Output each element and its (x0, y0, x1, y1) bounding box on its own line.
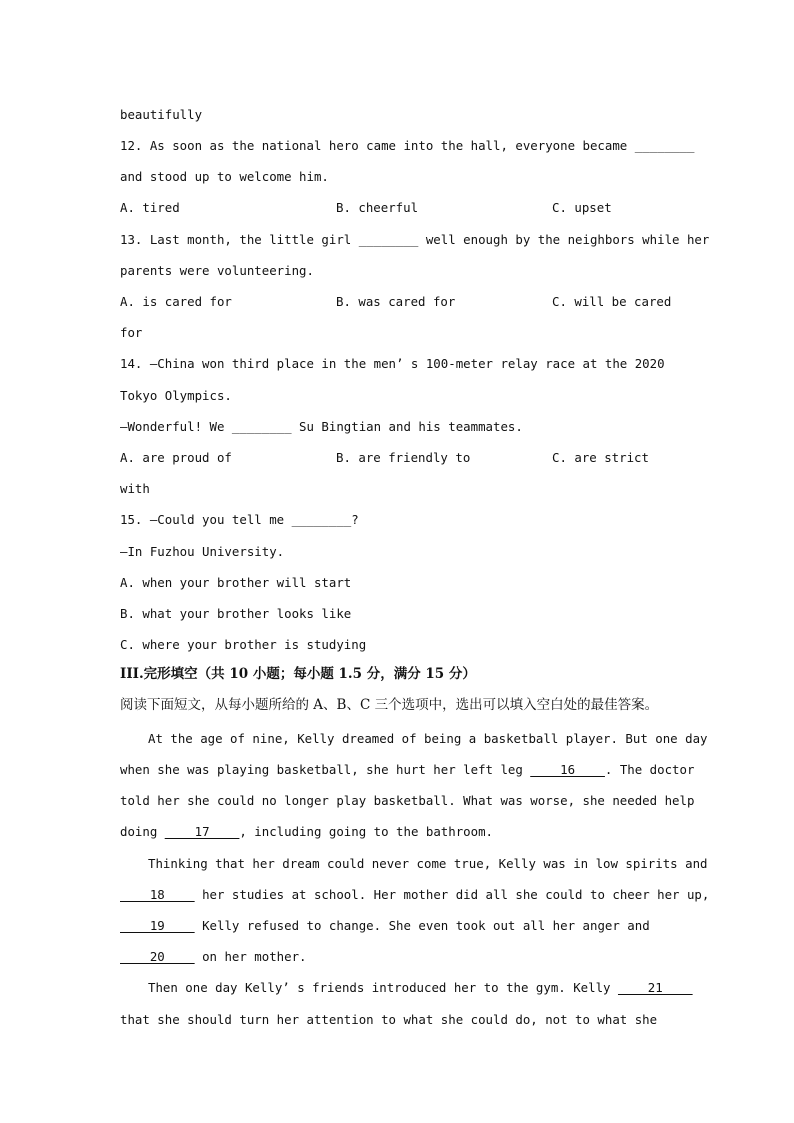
passage-text: Then one day Kelly’ s friends introduced her to the gym. Kelly (148, 980, 618, 995)
q15-option-b: B. what your brother looks like (120, 606, 352, 621)
section-heading: III.完形填空（共 10 小题；每小题 1.5 分，满分 15 分） (120, 666, 476, 682)
question-15-reply: —In Fuzhou University. (120, 544, 285, 559)
q12-option-c: C. upset (552, 200, 612, 215)
question-12-stem-continued: and stood up to welcome him. (120, 169, 329, 184)
passage-line: At the age of nine, Kelly dreamed of being a basketball player. But one day (148, 731, 708, 746)
passage-text: , including going to the bathroom. (239, 824, 494, 839)
blank-18: ____18____ (120, 887, 195, 902)
q12-option-a: A. tired (120, 200, 180, 215)
question-14-reply: —Wonderful! We ________ Su Bingtian and his teammates. (120, 419, 523, 434)
blank-20: ____20____ (120, 949, 195, 964)
passage-line (120, 762, 694, 778)
blank-17: ____17____ (164, 824, 240, 839)
passage-text: when she was playing basketball, she hurt her left leg (120, 762, 531, 777)
question-14-stem-continued: Tokyo Olympics. (120, 388, 232, 403)
question-12-stem: 12. As soon as the national hero came into the hall, everyone became ________ (120, 138, 695, 153)
passage-line: Thinking that her dream could never come true, Kelly was in low spirits and (148, 856, 708, 871)
q13-option-c: C. will be cared (552, 294, 672, 309)
q14-option-a: A. are proud of (120, 450, 232, 465)
blank-16: ____16____ (530, 762, 605, 777)
passage-line (120, 887, 709, 903)
q13-option-a: A. is cared for (120, 294, 232, 309)
q14-option-c: C. are strict (552, 450, 649, 465)
q15-option-c: C. where your brother is studying (120, 637, 367, 652)
q14-option-wrap: with (120, 481, 150, 496)
passage-line (120, 918, 650, 934)
question-13-stem-continued: parents were volunteering. (120, 263, 314, 278)
question-13-stem: 13. Last month, the little girl ________ well enough by the neighbors while her (120, 232, 710, 247)
passage-text: her studies at school. Her mother did all she could to cheer her up, (194, 887, 710, 902)
passage-line (120, 824, 493, 840)
question-14-stem: 14. —China won third place in the men’ s 100-meter relay race at the 2020 (120, 356, 665, 371)
blank-21: ____21____ (617, 980, 693, 995)
q14-option-b: B. are friendly to (336, 450, 471, 465)
passage-line (148, 980, 693, 996)
q15-option-a: A. when your brother will start (120, 575, 352, 590)
blank-19: ____19____ (120, 918, 195, 933)
passage-text: . The doctor (604, 762, 695, 777)
passage-line: told her she could no longer play basketball. What was worse, she needed help (120, 793, 695, 808)
passage-text: doing (120, 824, 165, 839)
passage-text: on her mother. (194, 949, 307, 964)
q13-option-b: B. was cared for (336, 294, 456, 309)
passage-text: Kelly refused to change. She even took out all her anger and (194, 918, 650, 933)
q12-option-b: B. cheerful (336, 200, 419, 215)
passage-line: that she should turn her attention to what she could do, not to what she (120, 1012, 658, 1027)
text-line: beautifully (120, 107, 203, 122)
passage-line (120, 949, 307, 965)
question-15-stem: 15. —Could you tell me ________? (120, 512, 359, 527)
section-instruction: 阅读下面短文，从每小题所给的 A、B、C 三个选项中，选出可以填入空白处的最佳答案。 (120, 697, 659, 713)
q13-option-wrap: for (120, 325, 143, 340)
